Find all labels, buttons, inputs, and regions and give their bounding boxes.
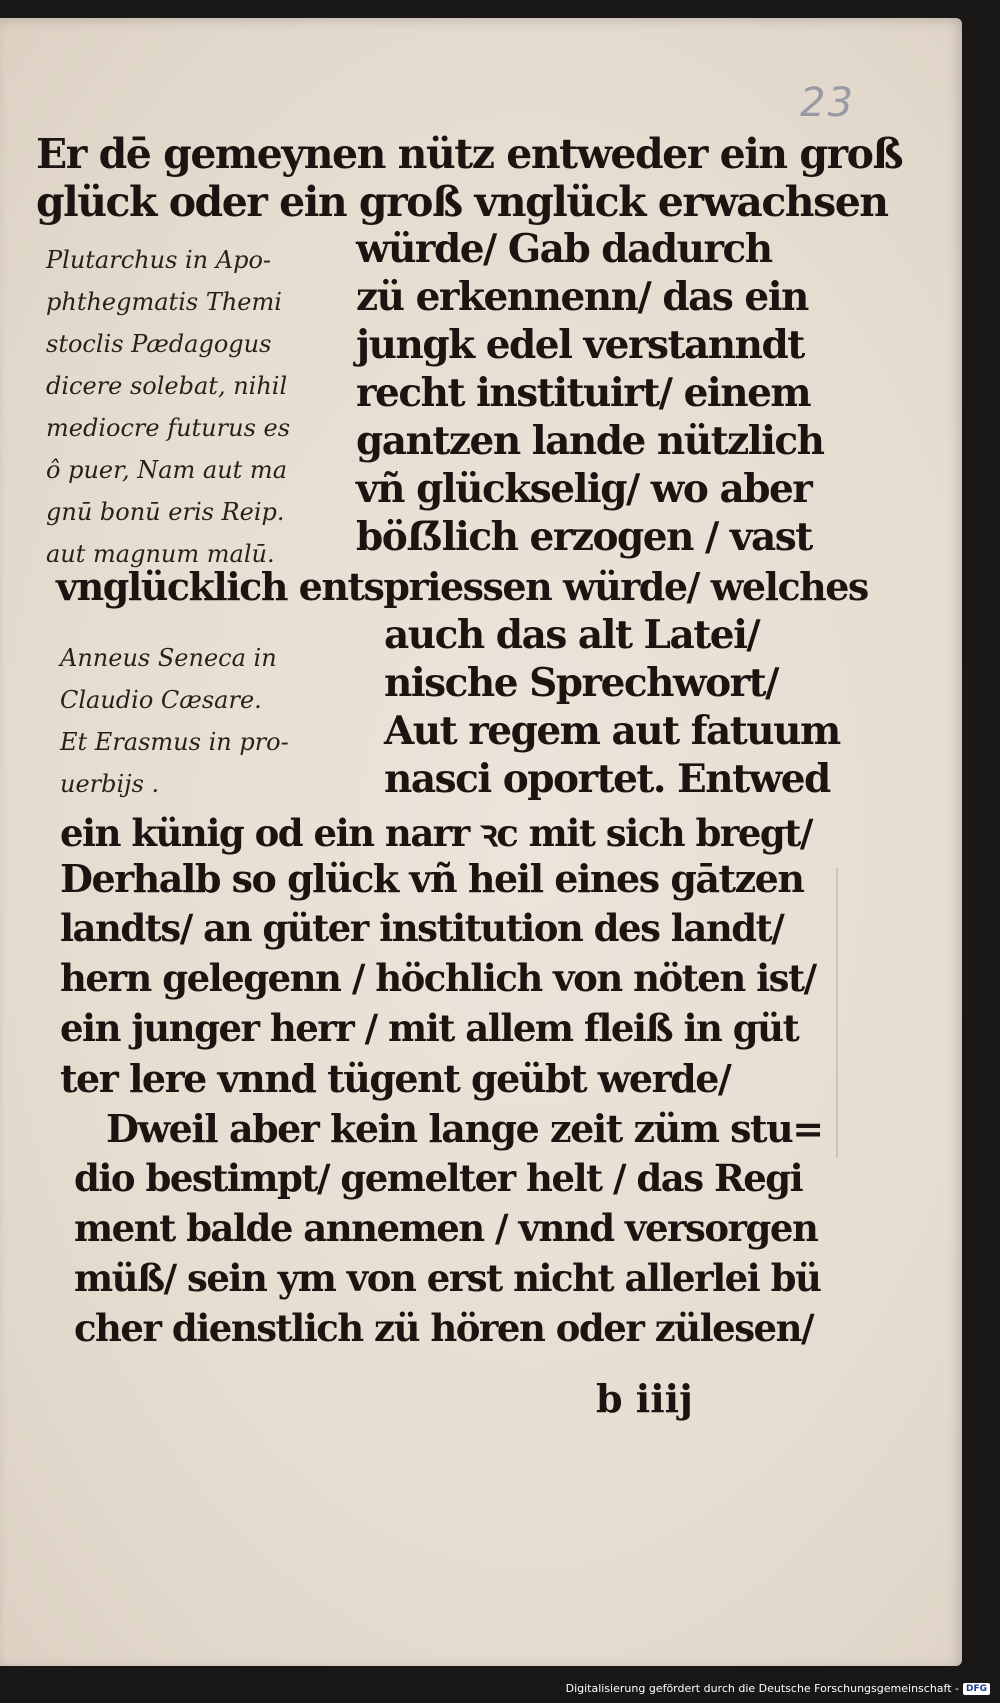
text-line: müß/ sein ym von erst nicht allerlei bü	[74, 1256, 821, 1300]
text-line: gantzen lande nützlich	[356, 418, 824, 464]
text-line: Aut regem aut fatuum	[384, 708, 840, 754]
text-line: auch das alt Latei/	[384, 612, 760, 658]
folio-number: 23	[800, 80, 855, 126]
margin-note-line: stoclis Pædagogus	[46, 330, 272, 358]
text-line: glück oder ein groß vnglück erwachsen	[36, 178, 888, 226]
text-line: Dweil aber kein lange zeit züm stu=	[106, 1106, 823, 1151]
margin-note-line: aut magnum malū.	[46, 540, 275, 568]
text-line: Derhalb so glück vñ heil eines gātzen	[60, 856, 804, 901]
text-line: hern gelegenn / höchlich von nöten ist/	[60, 956, 816, 1000]
text-line: würde/ Gab dadurch	[356, 226, 772, 272]
text-line: böẞlich erzogen / vast	[356, 514, 812, 560]
margin-note-line: Claudio Cæsare.	[60, 686, 262, 714]
text-line: ter lere vnnd tügent geübt werde/	[60, 1056, 731, 1101]
text-line: vñ glückselig/ wo aber	[356, 466, 812, 512]
text-line: nasci oportet. Entwed	[384, 756, 830, 802]
text-line: vnglücklich entspriessen würde/ welches	[56, 564, 868, 609]
margin-note-line: phthegmatis Themi	[46, 288, 282, 316]
text-line: ein künig od ein narr ꝛc mit sich bregt/	[60, 811, 812, 855]
signature-mark: b iiij	[596, 1376, 693, 1421]
text-line: ment balde annemen / vnnd versorgen	[74, 1206, 818, 1250]
margin-note-line: Anneus Seneca in	[60, 644, 277, 672]
margin-note-line: dicere solebat, nihil	[46, 372, 288, 400]
text-line: dio bestimpt/ gemelter helt / das Regi	[74, 1156, 803, 1200]
text-line: Er dē gemeynen nütz entweder ein groß	[36, 130, 903, 178]
margin-note-line: Et Erasmus in pro-	[60, 728, 289, 756]
text-line: recht instituirt/ einem	[356, 370, 811, 416]
credit-text: Digitalisierung gefördert durch die Deutsche Forschungsgemeinschaft -	[565, 1682, 959, 1695]
page-crease-mark	[836, 868, 838, 1158]
margin-note-line: mediocre futurus es	[46, 414, 291, 442]
text-line: landts/ an güter institution des landt/	[60, 906, 784, 950]
text-line: jungk edel verstanndt	[356, 322, 804, 368]
dfg-logo: DFG	[963, 1683, 990, 1695]
digitization-credit	[566, 1682, 990, 1695]
margin-note-line: gnū bonū eris Reip.	[46, 498, 285, 526]
text-line: cher dienstlich zü hören oder zülesen/	[74, 1306, 814, 1350]
text-line: ein junger herr / mit allem fleiß in güt	[60, 1006, 799, 1050]
text-line: nische Sprechwort/	[384, 660, 778, 706]
margin-note-line: uerbijs .	[60, 770, 160, 798]
book-page	[0, 18, 962, 1666]
margin-note-line: Plutarchus in Apo-	[46, 246, 272, 274]
text-line: zü erkennenn/ das ein	[356, 274, 808, 320]
margin-note-line: ô puer, Nam aut ma	[46, 456, 287, 484]
